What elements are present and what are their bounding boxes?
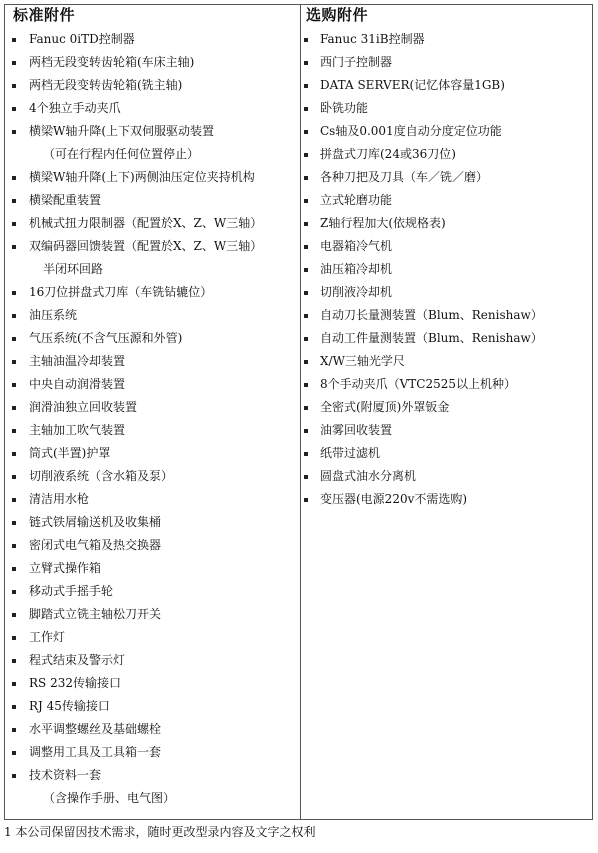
standard-accessories-list [5,28,300,810]
list-item-text: 电器箱冷气机 [320,239,393,253]
list-item-text: 卧铣功能 [320,101,369,115]
square-bullet-icon [12,613,16,617]
list-item-continuation [5,787,300,810]
list-item-text: 油雾回收装置 [320,423,393,437]
list-item-text: （含操作手册、电气图） [43,791,176,805]
list-item [5,764,300,787]
list-item-text: 横梁W轴升降(上下双伺服驱动装置 [29,124,215,138]
list-item [5,281,300,304]
list-item-text: 移动式手摇手轮 [29,584,114,598]
list-item-text: 16刀位拼盘式刀库（车铣钻辘位） [29,285,213,299]
square-bullet-icon [304,337,308,341]
list-item-text: 两档无段变转齿轮箱(铣主轴) [29,78,183,92]
list-item-text: 油压系统 [29,308,78,322]
list-item-text: 机械式扭力限制器（配置於X、Z、W三轴） [29,216,263,230]
square-bullet-icon [12,475,16,479]
list-item-text: 两档无段变转齿轮箱(车床主轴) [29,55,195,69]
list-item [5,373,300,396]
square-bullet-icon [12,199,16,203]
list-item-text: DATA SERVER(记忆体容量1GB) [320,78,505,92]
list-item [5,51,300,74]
list-item-text: 变压器(电源220v不需选购) [320,492,468,506]
list-item-text: （可在行程内任何位置停止） [43,147,200,161]
square-bullet-icon [12,383,16,387]
list-item [5,28,300,51]
square-bullet-icon [12,61,16,65]
list-item-text: 切削液系统（含水箱及泵） [29,469,174,483]
square-bullet-icon [12,498,16,502]
list-item [301,373,592,396]
list-item [5,74,300,97]
list-item [5,442,300,465]
square-bullet-icon [304,61,308,65]
square-bullet-icon [12,222,16,226]
square-bullet-icon [12,751,16,755]
square-bullet-icon [304,245,308,249]
list-item-text: X/W三轴光学尺 [320,354,405,368]
list-item-text: 横梁配重装置 [29,193,102,207]
list-item-text: 切削液冷却机 [320,285,393,299]
square-bullet-icon [12,544,16,548]
square-bullet-icon [304,38,308,42]
square-bullet-icon [12,176,16,180]
list-item [301,419,592,442]
list-item [301,281,592,304]
square-bullet-icon [304,452,308,456]
list-item [301,51,592,74]
list-item-text: 中央自动润滑装置 [29,377,126,391]
list-item-text: 主轴油温冷却装置 [29,354,126,368]
list-item-text: 立式轮磨功能 [320,193,393,207]
list-item-text: 半闭环回路 [43,262,104,276]
list-item [5,511,300,534]
list-item-text: Cs轴及0.001度自动分度定位功能 [320,124,502,138]
list-item-text: 西门子控制器 [320,55,393,69]
accessories-table [4,4,593,820]
list-item-text: RS 232传输接口 [29,676,121,690]
square-bullet-icon [304,429,308,433]
list-item-text: 各种刀把及刀具（车／铣／磨） [320,170,489,184]
list-item-text: 链式铁屑输送机及收集桶 [29,515,162,529]
standard-accessories-title: 标准附件 [13,6,76,24]
square-bullet-icon [304,153,308,157]
optional-accessories-list [301,28,592,511]
list-item [5,212,300,235]
list-item-text: 8个手动夹爪（VTC2525以上机种） [320,377,517,391]
square-bullet-icon [304,383,308,387]
list-item-text: 工作灯 [29,630,66,644]
square-bullet-icon [304,130,308,134]
square-bullet-icon [12,360,16,364]
square-bullet-icon [12,521,16,525]
square-bullet-icon [12,452,16,456]
list-item-text: 自动刀长量测装置（Blum、Renishaw） [320,308,543,322]
list-item [301,350,592,373]
square-bullet-icon [12,406,16,410]
list-item [5,166,300,189]
standard-accessories-column [5,5,301,819]
list-item-text: 技术资料一套 [29,768,102,782]
square-bullet-icon [304,498,308,502]
list-item [5,718,300,741]
list-item-text: 水平调整螺丝及基础螺栓 [29,722,162,736]
square-bullet-icon [12,705,16,709]
list-item [5,534,300,557]
list-item [301,212,592,235]
square-bullet-icon [12,314,16,318]
list-item-text: 筒式(半置)护罩 [29,446,111,460]
list-item-text: 油压箱冷却机 [320,262,393,276]
list-item [5,557,300,580]
list-item [301,442,592,465]
list-item [301,143,592,166]
list-item [301,235,592,258]
list-item [301,327,592,350]
list-item-text: 主轴加工吹气装置 [29,423,126,437]
list-item-text: 程式结束及警示灯 [29,653,126,667]
square-bullet-icon [304,291,308,295]
square-bullet-icon [12,38,16,42]
list-item [301,258,592,281]
list-item-text: 拼盘式刀库(24或36刀位) [320,147,456,161]
square-bullet-icon [304,222,308,226]
square-bullet-icon [12,682,16,686]
optional-accessories-column [301,5,592,819]
list-item-text: 润滑油独立回收装置 [29,400,138,414]
list-item-text: Fanuc 0iTD控制器 [29,32,135,46]
list-item [5,189,300,212]
square-bullet-icon [304,84,308,88]
list-item-text: 气压系统(不含气压源和外管) [29,331,183,345]
square-bullet-icon [12,245,16,249]
list-item [5,580,300,603]
square-bullet-icon [12,774,16,778]
list-item-continuation [5,143,300,166]
list-item [301,97,592,120]
list-item-text: Fanuc 31iB控制器 [320,32,425,46]
list-item-text: 纸带过滤机 [320,446,381,460]
square-bullet-icon [12,130,16,134]
list-item [5,488,300,511]
list-item [5,603,300,626]
square-bullet-icon [12,337,16,341]
list-item [5,741,300,764]
square-bullet-icon [12,636,16,640]
list-item [301,465,592,488]
list-item-continuation [5,258,300,281]
list-item [5,672,300,695]
list-item-text: 横梁W轴升降(上下)两侧油压定位夹持机构 [29,170,255,184]
footnote: 1 本公司保留因技术需求，随时更改型录内容及文字之权利 [4,825,316,839]
list-item-text: 圆盘式油水分离机 [320,469,417,483]
square-bullet-icon [12,84,16,88]
square-bullet-icon [304,314,308,318]
list-item-text: 立臂式操作箱 [29,561,102,575]
list-item [5,465,300,488]
square-bullet-icon [304,199,308,203]
list-item [5,695,300,718]
list-item [301,189,592,212]
list-item-text: 脚踏式立铣主轴松刀开关 [29,607,162,621]
list-item [5,396,300,419]
square-bullet-icon [304,107,308,111]
list-item [301,74,592,97]
list-item [5,350,300,373]
square-bullet-icon [12,659,16,663]
list-item [5,419,300,442]
list-item-text: 清洁用水枪 [29,492,90,506]
list-item-text: Z轴行程加大(依规格表) [320,216,446,230]
square-bullet-icon [304,360,308,364]
list-item-text: 密闭式电气箱及热交换器 [29,538,162,552]
list-item [5,626,300,649]
list-item [5,97,300,120]
list-item-text: 4个独立手动夹爪 [29,101,121,115]
list-item [301,120,592,143]
optional-accessories-title: 选购附件 [306,6,369,24]
list-item [301,304,592,327]
square-bullet-icon [12,291,16,295]
square-bullet-icon [12,107,16,111]
list-item-text: 自动工件量测装置（Blum、Renishaw） [320,331,543,345]
list-item [5,327,300,350]
square-bullet-icon [12,590,16,594]
list-item [301,166,592,189]
square-bullet-icon [12,728,16,732]
list-item-text: 全密式(附厦顶)外罩钣金 [320,400,450,414]
list-item [5,649,300,672]
list-item-text: 双编码器回馈装置（配置於X、Z、W三轴） [29,239,263,253]
list-item [301,488,592,511]
square-bullet-icon [12,429,16,433]
list-item [5,120,300,143]
square-bullet-icon [304,475,308,479]
square-bullet-icon [304,406,308,410]
square-bullet-icon [304,176,308,180]
list-item [5,235,300,258]
list-item-text: RJ 45传输接口 [29,699,110,713]
list-item [301,28,592,51]
list-item-text: 调整用工具及工具箱一套 [29,745,162,759]
square-bullet-icon [12,567,16,571]
square-bullet-icon [304,268,308,272]
list-item [301,396,592,419]
list-item [5,304,300,327]
